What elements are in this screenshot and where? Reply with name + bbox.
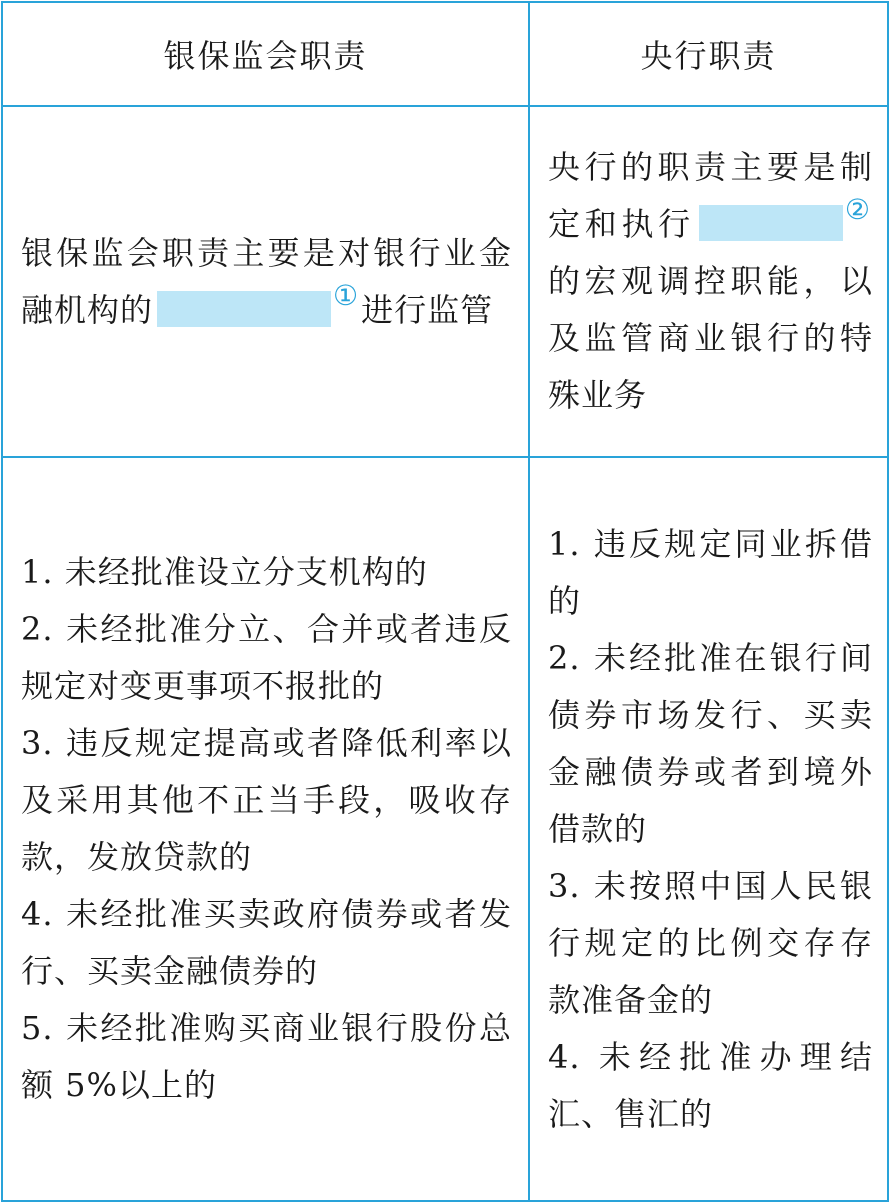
cell-right-duty [529, 106, 888, 457]
blank-marker-2: ② [844, 193, 871, 226]
list-item: 1. 未经批准设立分支机构的 [21, 553, 428, 591]
header-left: 银保监会职责 [2, 2, 529, 106]
left-duty-after-blank: 进行监管 [361, 290, 494, 329]
left-duty-text [3, 225, 528, 339]
list-item: 2. 未经批准分立、合并或者违反规定对变更事项不报批的 [21, 610, 512, 705]
right-duty-before-blank: 央行的职责主要是制定和执行 [548, 148, 873, 243]
cell-left-duty [2, 106, 529, 457]
fill-blank-2 [699, 205, 843, 241]
right-duty-after-blank: 的宏观调控职能，以及监管商业银行的特殊业务 [548, 262, 873, 414]
header-right: 央行职责 [529, 2, 888, 106]
right-violations-list [530, 516, 887, 1143]
list-item: 5. 未经批准购买商业银行股份总额 5%以上的 [21, 1009, 512, 1104]
list-item: 1. 违反规定同业拆借的 [548, 524, 873, 620]
left-violations-list [3, 544, 528, 1114]
list-item: 2. 未经批准在银行间债券市场发行、买卖金融债券或者到境外借款的 [548, 638, 873, 848]
list-item: 4. 未经批准办理结汇、售汇的 [548, 1037, 873, 1133]
cell-left-violations [2, 457, 529, 1201]
list-item: 3. 未按照中国人民银行规定的比例交存存款准备金的 [548, 866, 873, 1019]
left-duty-before-blank: 银保监会职责主要是对银行业金融机构的 [21, 233, 512, 329]
comparison-table [1, 1, 889, 1202]
blank-marker-1: ① [333, 278, 360, 312]
fill-blank-1 [157, 291, 331, 327]
list-item: 4. 未经批准买卖政府债券或者发行、买卖金融债券的 [21, 895, 512, 990]
table-header-row [2, 2, 888, 106]
table-row [2, 457, 888, 1201]
table-row [2, 106, 888, 457]
right-duty-text [530, 139, 887, 424]
cell-right-violations [529, 457, 888, 1201]
list-item: 3. 违反规定提高或者降低利率以及采用其他不正当手段，吸收存款，发放贷款的 [21, 724, 512, 876]
